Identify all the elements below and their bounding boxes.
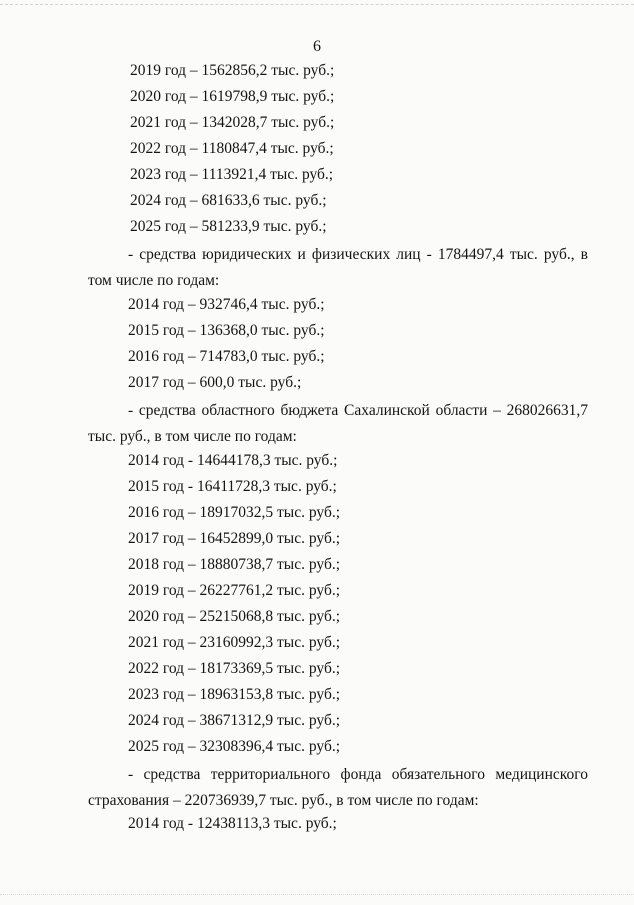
year-line: 2023 год – 1113921,4 тыс. руб.; <box>130 166 334 183</box>
year-line: 2014 год – 932746,4 тыс. руб.; <box>128 296 325 313</box>
year-line: 2016 год – 18917032,5 тыс. руб.; <box>128 504 341 521</box>
year-line: 2021 год – 1342028,7 тыс. руб.; <box>130 114 335 131</box>
year-line: 2021 год – 23160992,3 тыс. руб.; <box>128 634 341 651</box>
year-line: 2024 год – 681633,6 тыс. руб.; <box>130 192 327 209</box>
page-number: 6 <box>313 38 321 55</box>
year-line: 2015 год – 136368,0 тыс. руб.; <box>128 322 325 339</box>
year-line: 2014 год - 14644178,3 тыс. руб.; <box>128 452 338 469</box>
year-line: 2017 год – 600,0 тыс. руб.; <box>128 374 302 391</box>
scan-edge-bottom <box>0 894 634 895</box>
funding-paragraph: - средства юридических и физических лиц - 1784497,4 тыс. руб., в том числе по годам: <box>88 246 588 289</box>
year-line: 2019 год – 26227761,2 тыс. руб.; <box>128 582 341 599</box>
year-line: 2022 год – 1180847,4 тыс. руб.; <box>130 140 334 157</box>
year-line: 2024 год – 38671312,9 тыс. руб.; <box>128 712 341 729</box>
year-line: 2015 год - 16411728,3 тыс. руб.; <box>128 478 337 495</box>
funding-paragraph: - средства областного бюджета Сахалинской области – 268026631,7 тыс. руб., в том числе по годам: <box>88 402 588 445</box>
year-line: 2023 год – 18963153,8 тыс. руб.; <box>128 686 341 703</box>
year-line: 2016 год – 714783,0 тыс. руб.; <box>128 348 325 365</box>
year-line: 2017 год – 16452899,0 тыс. руб.; <box>128 530 341 547</box>
year-line: 2022 год – 18173369,5 тыс. руб.; <box>128 660 341 677</box>
year-line: 2025 год – 581233,9 тыс. руб.; <box>130 218 327 235</box>
year-line: 2014 год - 12438113,3 тыс. руб.; <box>128 815 337 832</box>
year-line: 2018 год – 18880738,7 тыс. руб.; <box>128 556 341 573</box>
year-line: 2019 год – 1562856,2 тыс. руб.; <box>130 62 335 79</box>
scan-edge-top <box>0 4 634 5</box>
year-line: 2025 год – 32308396,4 тыс. руб.; <box>128 738 341 755</box>
year-line: 2020 год – 25215068,8 тыс. руб.; <box>128 608 341 625</box>
year-line: 2020 год – 1619798,9 тыс. руб.; <box>130 88 335 105</box>
funding-paragraph: - средства территориального фонда обязательного медицинского страхования – 220736939,7 тыс. руб., в том числе по годам: <box>88 766 588 809</box>
